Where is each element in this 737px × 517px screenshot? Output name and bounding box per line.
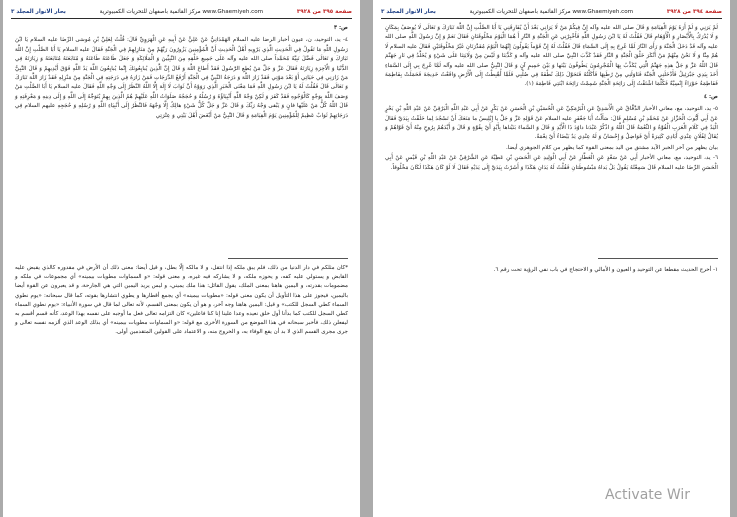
section-title: ص: ٤	[703, 93, 718, 100]
page-number-label: صفحة ٣٩٤ من ٣٩٢٨	[666, 9, 722, 15]
document-page-left	[3, 0, 360, 517]
footnote-text: ١- أخرج الحديث مقطعا عن التوحيد و العيون و الأمالي و الاحتجاج في باب نفي الرؤية تحت رقم ٦.	[493, 267, 718, 273]
site-label[interactable]: www.Ghaemiyeh.com مركز القائمية باصفهان للتحريات الكمبيوترية	[99, 9, 264, 15]
footnote-text: *كان مثلكم في دار الدنيا من ذلك، فلم يبق ملكه إذا انتقل، و لا مالكه إلّا بطل، و قيل أيضا: معنى ذلك أن الأرض في مقدوره كالذي يقبض عليه القابض و يستولي عليه كفه، و يحوزه ملكه، و لا يشاركه فيه غيره، و معنى قوله: «و السماوات مطويات بيمينه» أي مجموعات في ملكه و مضمومات بقدرته، و اليمين هاهنا بمعنى الملك، يقول القائل: هذا ملك يميني، و ليس يريد اليمين التي هي الجارحة، و قد يعبرون عن القوة أيضا باليمين، فيجوز على هذا التأويل أن يكون معنى قوله: «مطويات بيمينه» أي يجمع أقطارها و يطوي انتشارها بقوته، كما قال سبحانه: «يوم نطوي السماء كطي السجل للكتب» و قيل: اليمين هاهنا وجه آخر، و هو أن يكون بمعنى القسم، لأنه تعالى لما قال في سورة الأنبياء: «يوم نطوي السماء كطي السجل للكتب كما بدأنا أول خلق نعيده وعدا علينا إنا كنا فاعلين» كان التزامه تعالى فعل ما أوجبه على نفسه بهذا الوعد، كأنه قسم أقسم به ليفعلن ذلك، فأخبر سبحانه في هذا الموضع من السورة الأخرى مع قوله: «و السماوات مطويات بيمينه» أي بذلك الوعد الذي ألزمه نفسه تعالى و جرى مجرى القسم الذي لا بد أن يقع الوفاء به، و الخروج منه، و الاعتماد على القولين المتقدمين أولى.	[15, 265, 348, 336]
book-title: بحار الانوار المجلد ٣	[11, 9, 66, 15]
hadith-paragraph: ٦- يد، التوحيد، مع، معاني الأخبار أَبِي عَنْ سَعْدٍ عَنِ الْعَطَّارِ عَنْ أَبِي الْوَلِيدِ عَنِ الْحَسَنِ بْنِ عَطِيَّةَ عَنِ الشَّرْقِيِّ عَنْ عَبْدِ اللَّهِ بْنِ قَيْسٍ عَنْ أَبِي الْحَسَنِ الرِّضَا عليه السلام قَالَ سَمِعْتُهُ يَقُولُ بَلْ يَداهُ مَبْسُوطَتانِ فَقُلْتُ لَهُ يَدَانِ هَكَذَا وَ أَشَرْتُ بِيَدَيَّ إِلَى يَدَيْهِ فَقَالَ لَا لَوْ كَانَ هَكَذَا لَكَانَ مَخْلُوقاً.	[385, 155, 718, 171]
activate-windows-watermark: Activate Wir	[605, 487, 691, 503]
page-header	[381, 6, 722, 19]
hadith-paragraph: ٤- يد، التوحيد، ن، عيون أخبار الرضا عليه السلام الهَمْدَانِيُّ عَنْ عَلِيٍّ عَنْ أَبِيهِ عَنِ الْهَرَوِيِّ قَالَ: قُلْتُ لِعَلِيِّ بْنِ مُوسَى الرِّضَا عليه السلام يَا ابْنَ رَسُولِ اللَّهِ مَا تَقُولُ فِي الْحَدِيثِ الَّذِي يَرْوِيهِ أَهْلُ الْحَدِيثِ أَنَّ الْمُؤْمِنِينَ يَزُورُونَ رَبَّهُمْ مِنْ مَنَازِلِهِمْ فِي الْجَنَّةِ فَقَالَ عليه السلام يَا أَبَا الصَّلْتِ إِنَّ اللَّهَ تَبَارَكَ وَ تَعَالَى فَضَّلَ نَبِيَّهُ مُحَمَّداً صلى الله عليه وآله عَلَى جَمِيعِ خَلْقِهِ مِنَ النَّبِيِّينَ وَ الْمَلَائِكَةِ وَ جَعَلَ طَاعَتَهُ طَاعَتَهُ وَ مُتَابَعَتَهُ مُتَابَعَتَهُ وَ زِيَارَتَهُ فِي الدُّنْيَا وَ الْآخِرَةِ زِيَارَتَهُ فَقَالَ عَزَّ وَ جَلَّ مَنْ يُطِعِ الرَّسُولَ فَقَدْ أَطاعَ اللَّهَ وَ قَالَ إِنَّ الَّذِينَ يُبايِعُونَكَ إِنَّما يُبايِعُونَ اللَّهَ يَدُ اللَّهِ فَوْقَ أَيْدِيهِمْ وَ قَالَ النَّبِيُّ مَنْ زَارَنِي فِي حَيَاتِي أَوْ بَعْدَ مَوْتِي فَقَدْ زَارَ اللَّهَ وَ دَرَجَةُ النَّبِيِّ فِي الْجَنَّةِ أَرْفَعُ الدَّرَجَاتِ فَمَنْ زَارَهُ فِي دَرَجَتِهِ فِي الْجَنَّةِ مِنْ مَنْزِلِهِ فَقَدْ زَارَ اللَّهَ تَبَارَكَ وَ تَعَالَى قَالَ فَقُلْتُ لَهُ يَا ابْنَ رَسُولِ اللَّهِ فَمَا مَعْنَى الْخَبَرِ الَّذِي رَوَوْهُ أَنَّ ثَوَابَ لَا إِلَهَ إِلَّا اللَّهُ النَّظَرُ إِلَى وَجْهِ اللَّهِ فَقَالَ عليه السلام يَا أَبَا الصَّلْتِ مَنْ وَصَفَ اللَّهَ بِوَجْهٍ كَالْوُجُوهِ فَقَدْ كَفَرَ وَ لَكِنْ وَجْهُ اللَّهِ أَنْبِيَاؤُهُ وَ رُسُلُهُ وَ حُجَجُهُ صَلَوَاتُ اللَّهِ عَلَيْهِمْ هُمُ الَّذِينَ بِهِمْ يُتَوَجَّهُ إِلَى اللَّهِ وَ إِلَى دِينِهِ وَ مَعْرِفَتِهِ وَ قَالَ اللَّهُ كُلُّ مَنْ عَلَيْها فانٍ وَ يَبْقى وَجْهُ رَبِّكَ وَ قَالَ عَزَّ وَ جَلَّ كُلُّ شَيْءٍ هالِكٌ إِلَّا وَجْهَهُ فَالنَّظَرُ إِلَى أَنْبِيَاءِ اللَّهِ وَ رُسُلِهِ وَ حُجَجِهِ عليهم السلام فِي دَرَجَاتِهِمْ ثَوَابٌ عَظِيمٌ لِلْمُؤْمِنِينَ يَوْمَ الْقِيَامَةِ وَ قَالَ النَّبِيُّ مَنْ أَبْغَضَ أَهْلَ بَيْتِي وَ عِتْرَتِي	[15, 37, 348, 119]
footnote-divider	[228, 258, 348, 259]
page-header	[11, 6, 352, 19]
site-label[interactable]: www.Ghaemiyeh.com مركز القائمية باصفهان للتحريات الكمبيوترية	[469, 9, 634, 15]
hadith-paragraph: ٥- يد، التوحيد، مع، معاني الأخبار الدَّقَّاقُ عَنِ الْأَسَدِيِّ عَنِ الْبَرْمَكِيِّ عَنِ الْحُسَيْنِ بْنِ الْحَسَنِ عَنْ بَكْرٍ عَنْ أَبِي عَبْدِ اللَّهِ الْبَرْقِيِّ عَنْ عَبْدِ اللَّهِ بْنِ بَحْرٍ عَنْ أَبِي أَيُّوبَ الْخَزَّازِ عَنْ مُحَمَّدِ بْنِ مُسْلِمٍ قَالَ: سَأَلْتُ أَبَا جَعْفَرٍ عليه السلام عَنْ قَوْلِهِ عَزَّ وَ جَلَّ يا إِبْلِيسُ ما مَنَعَكَ أَنْ تَسْجُدَ لِما خَلَقْتُ بِيَدَيَّ فَقَالَ الْيَدُ فِي كَلَامِ الْعَرَبِ الْقُوَّةُ وَ النِّعْمَةُ قَالَ اللَّهُ وَ اذْكُرْ عَبْدَنا داوُدَ ذَا الْأَيْدِ وَ قَالَ وَ السَّماءَ بَنَيْناها بِأَيْدٍ أَيْ بِقُوَّةٍ وَ قَالَ وَ أَيَّدَهُمْ بِرُوحٍ مِنْهُ أَيْ قَوَّاهُمْ وَ يُقَالُ لِفُلَانٍ عِنْدِي أَيَادِي كَثِيرَةٌ أَيْ فَوَاضِلُ وَ إِحْسَانٌ وَ لَهُ عِنْدِي يَدٌ بَيْضَاءُ أَيْ نِعْمَةٌ.	[385, 106, 718, 141]
bayan-paragraph: بيان يظهر من آخر الخبر الآيد مشتق من اليد بمعنى القوة كما يظهر من كلام الجوهري أيضا.	[505, 144, 718, 151]
book-title: بحار الانوار المجلد ٣	[381, 9, 436, 15]
document-page-right	[373, 0, 730, 517]
footnote-divider	[598, 258, 718, 259]
page-number-label: صفحة ٣٩٥ من ٣٩٢٨	[296, 9, 352, 15]
intro-paragraph: لَمْ يَرَنِي وَ لَمْ أَرَهُ يَوْمَ الْقِيَامَةِ وَ قَالَ صلى الله عليه وآله إِنَّ فِيكُمْ مَنْ لَا يَرَانِي بَعْدَ أَنْ يُفَارِقَنِي يَا أَبَا الصَّلْتِ إِنَّ اللَّهَ تَبَارَكَ وَ تَعَالَى لَا يُوصَفُ بِمَكَانٍ وَ لَا يُدْرَكُ بِالْأَبْصَارِ وَ الْأَوْهَامِ قَالَ فَقُلْتُ لَهُ يَا ابْنَ رَسُولِ اللَّهِ فَأَخْبِرْنِي عَنِ الْجَنَّةِ وَ النَّارِ أَ هُمَا الْيَوْمَ مَخْلُوقَتَانِ فَقَالَ نَعَمْ وَ إِنَّ رَسُولَ اللَّهِ صلى الله عليه وآله قَدْ دَخَلَ الْجَنَّةَ وَ رَأَى النَّارَ لَمَّا عُرِجَ بِهِ إِلَى السَّمَاءِ قَالَ فَقُلْتُ لَهُ إِنَّ قَوْماً يَقُولُونَ إِنَّهُمَا الْيَوْمَ مُقَدَّرَتَانِ غَيْرُ مَخْلُوقَتَيْنِ فَقَالَ عليه السلام لَا هُمْ مِنَّا وَ لَا نَحْنُ مِنْهُمْ مَنْ أَنْكَرَ خَلْقَ الْجَنَّةِ وَ النَّارِ فَقَدْ كَذَّبَ النَّبِيَّ صلى الله عليه وآله وَ كَذَّبَنَا وَ لَيْسَ مِنْ وَلَايَتِنَا عَلَى شَيْءٍ وَ يُخَلَّدُ فِي نَارِ جَهَنَّمَ قَالَ اللَّهُ عَزَّ وَ جَلَّ هذِهِ جَهَنَّمُ الَّتِي يُكَذِّبُ بِهَا الْمُجْرِمُونَ يَطُوفُونَ بَيْنَها وَ بَيْنَ حَمِيمٍ آنٍ وَ قَالَ النَّبِيُّ صلى الله عليه وآله لَمَّا عُرِجَ بِي إِلَى السَّمَاءِ أَخَذَ بِيَدِي جَبْرَئِيلُ فَأَدْخَلَنِي الْجَنَّةَ فَنَاوَلَنِي مِنْ رُطَبِهَا فَأَكَلْتُهُ فَتَحَوَّلَ ذَلِكَ نُطْفَةً فِي صُلْبِي فَلَمَّا أُهْبِطْتُ إِلَى الْأَرْضِ وَاقَعْتُ خَدِيجَةَ فَحَمَلَتْ بِفَاطِمَةَ فَفَاطِمَةُ حَوْرَاءُ إِنْسِيَّةٌ فَكُلَّمَا اشْتَقْتُ إِلَى رَائِحَةِ الْجَنَّةِ شَمِمْتُ رَائِحَةَ ابْنَتِي فَاطِمَةَ (١).	[385, 25, 718, 88]
page-body	[15, 24, 348, 122]
page-body	[385, 24, 718, 174]
section-title: ص: ٣	[333, 25, 348, 31]
